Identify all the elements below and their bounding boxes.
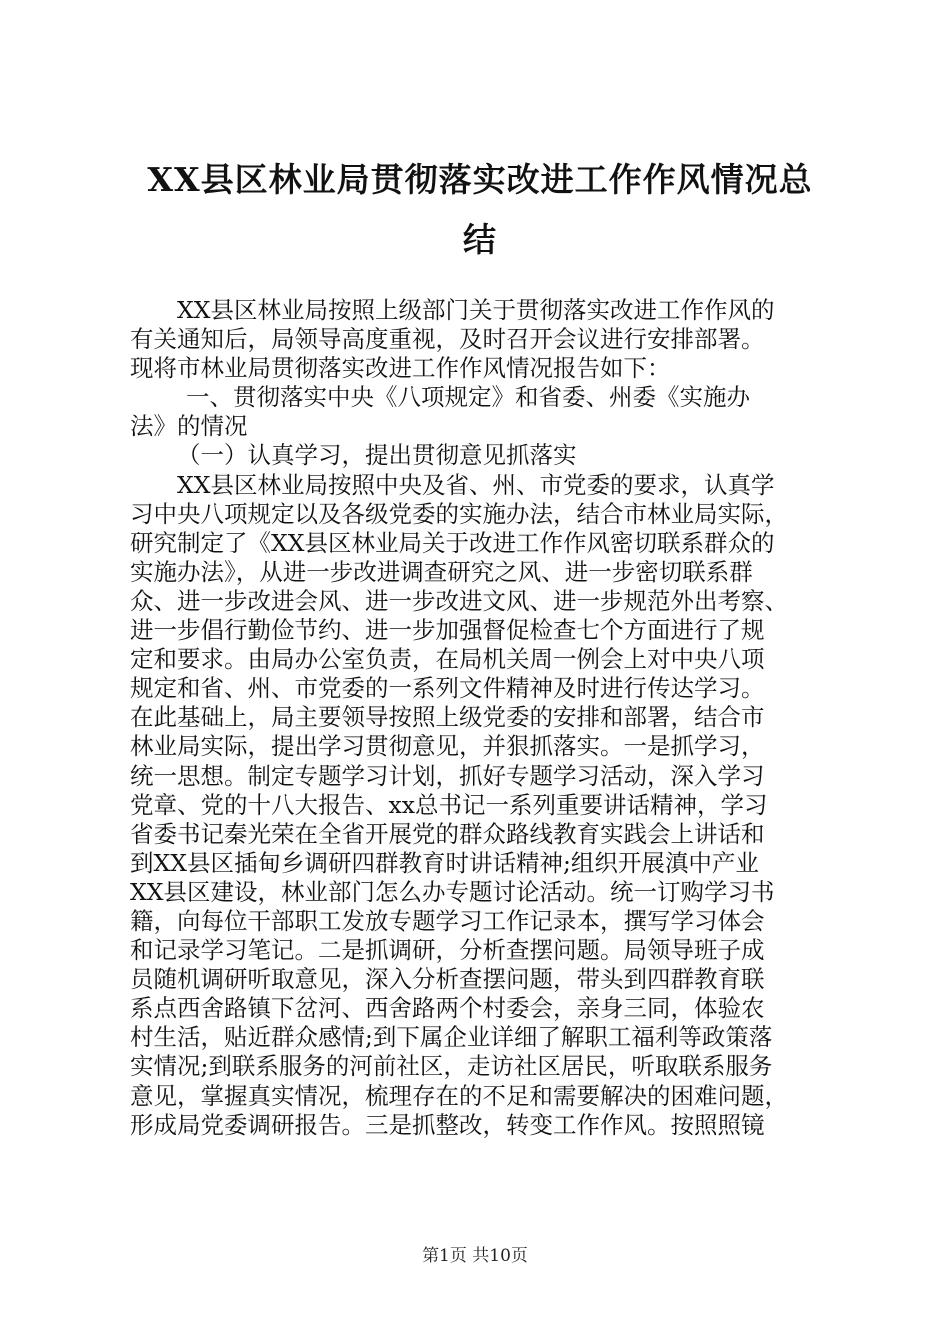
body-line: 有关通知后，局领导高度重视，及时召开会议进行安排部署。 [130, 325, 765, 354]
section-heading: 一、贯彻落实中央《八项规定》和省委、州委《实施办 [186, 383, 750, 412]
body-line: 统一思想。制定专题学习计划，抓好专题学习活动，深入学习 [130, 761, 765, 790]
body-line: 规定和省、州、市党委的一系列文件精神及时进行传达学习。 [130, 674, 765, 703]
body-line: XX县区林业局按照中央及省、州、市党委的要求，认真学 [177, 470, 775, 499]
document-body [130, 296, 830, 1140]
body-line: 实情况;到联系服务的河前社区，走访社区居民，听取联系服务 [130, 1052, 773, 1081]
body-line: XX县区林业局按照上级部门关于贯彻落实改进工作作风的 [177, 296, 775, 324]
body-line: 在此基础上，局主要领导按照上级党委的安排和部署，结合市 [130, 703, 765, 732]
body-line: 现将市林业局贯彻落实改进工作作风情况报告如下： [130, 354, 671, 383]
body-line: 习中央八项规定以及各级党委的实施办法，结合市林业局实际， [130, 499, 788, 528]
body-line: 实施办法》，从进一步改进调查研究之风、进一步密切联系群 [130, 557, 753, 586]
body-line: 到XX县区插甸乡调研四群教育时讲话精神;组织开展滇中产业 [130, 848, 759, 877]
body-line: 员随机调研听取意见，深入分析查摆问题，带头到四群教育联 [130, 965, 765, 994]
body-line: 籍，向每位干部职工发放专题学习工作记录本，撰写学习体会 [130, 906, 765, 935]
page-number-footer: 第1页 共10页 [422, 1246, 528, 1266]
body-line: 村生活，贴近群众感情;到下属企业详细了解职工福利等政策落 [130, 1023, 773, 1052]
document-title-line-2: 结 [463, 220, 497, 259]
document-title-line-1: XX县区林业局贯彻落实改进工作作风情况总 [147, 160, 813, 199]
subsection-heading: （一）认真学习，提出贯彻意见抓落实 [177, 441, 577, 470]
body-line: 系点西舍路镇下岔河、西舍路两个村委会，亲身三同，体验农 [130, 994, 765, 1023]
body-line: 党章、党的十八大报告、xx总书记一系列重要讲话精神，学习 [130, 790, 768, 819]
body-line: XX县区建设，林业部门怎么办专题讨论活动。统一订购学习书 [130, 877, 775, 906]
section-heading-continued: 法》的情况 [130, 412, 248, 441]
body-line: 定和要求。由局办公室负责，在局机关周一例会上对中央八项 [130, 645, 765, 674]
body-line: 形成局党委调研报告。三是抓整改，转变工作作风。按照照镜 [130, 1110, 765, 1139]
body-line: 意见，掌握真实情况，梳理存在的不足和需要解决的困难问题， [130, 1081, 788, 1110]
body-line: 研究制定了《XX县区林业局关于改进工作作风密切联系群众的 [130, 528, 775, 557]
body-line: 进一步倡行勤俭节约、进一步加强督促检查七个方面进行了规 [130, 616, 765, 645]
body-line: 省委书记秦光荣在全省开展党的群众路线教育实践会上讲话和 [130, 819, 765, 848]
body-line: 林业局实际，提出学习贯彻意见，并狠抓落实。一是抓学习， [130, 732, 765, 761]
body-line: 众、进一步改进会风、进一步改进文风、进一步规范外出考察、 [130, 586, 788, 615]
body-line: 和记录学习笔记。二是抓调研，分析查摆问题。局领导班子成 [130, 936, 765, 965]
